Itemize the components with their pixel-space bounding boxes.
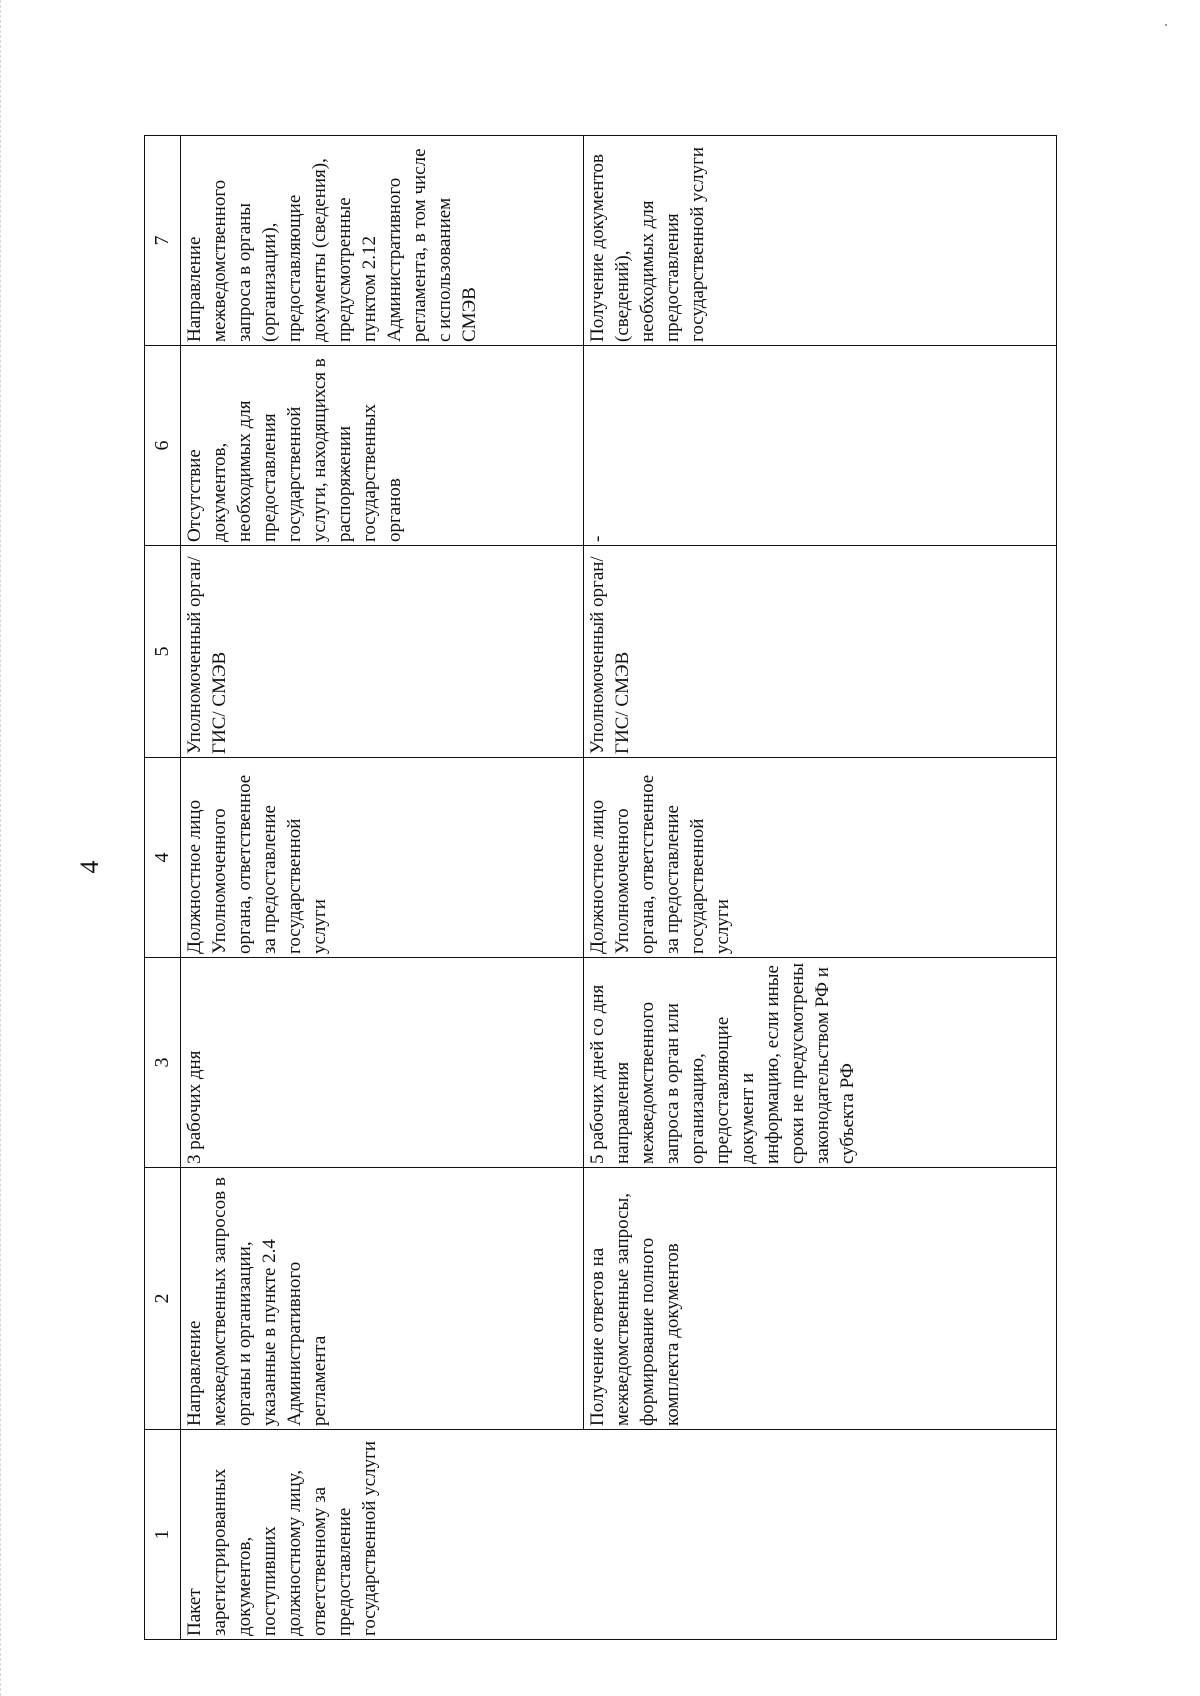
cell-basis: Пакет зарегистрированных документов, поступивших должностному лицу, ответственному за предоставление государственной услуги <box>181 1430 1057 1640</box>
cell-term: 3 рабочих дня <box>181 958 584 1168</box>
cell-responsible: Должностное лицо Уполномоченного органа, ответственное за предоставление государственной услуги <box>181 758 584 958</box>
header-row <box>145 136 181 1640</box>
header-cell: 5 <box>145 546 181 758</box>
cell-action: Направление межведомственных запросов в органы и организации, указанные в пункте 2.4 Административного регламента <box>181 1168 584 1430</box>
cell-result: Получение документов (сведений), необходимых для предоставления государственной услуги <box>584 136 1057 346</box>
scan-speck <box>1165 24 1167 26</box>
header-cell: 3 <box>145 958 181 1168</box>
procedure-table <box>144 135 1057 1640</box>
table-row <box>584 136 1057 1640</box>
header-cell: 4 <box>145 758 181 958</box>
scan-edge <box>0 0 3 1696</box>
cell-place: Уполномоченный орган/ГИС/ СМЭВ <box>584 546 1057 758</box>
header-cell: 1 <box>145 1430 181 1640</box>
cell-result: Направление межведомственного запроса в органы (организации), предоставляющие документы (сведения), предусмотренные пунктом 2.12 Административного регламента, в том числе с использованием СМЭВ <box>181 136 584 346</box>
cell-criteria: - <box>584 346 1057 546</box>
header-cell: 7 <box>145 136 181 346</box>
header-cell: 6 <box>145 346 181 546</box>
page-number: 4 <box>75 860 104 874</box>
cell-action: Получение ответов на межведомственные запросы, формирование полного комплекта документов <box>584 1168 1057 1430</box>
cell-place: Уполномоченный орган/ГИС/ СМЭВ <box>181 546 584 758</box>
table-row <box>181 136 584 1640</box>
cell-responsible: Должностное лицо Уполномоченного органа, ответственное за предоставление государственной услуги <box>584 758 1057 958</box>
cell-criteria: Отсутствие документов, необходимых для предоставления государственной услуги, находящихся в распоряжении государственных органов <box>181 346 584 546</box>
cell-term: 5 рабочих дней со дня направления межведомственного запроса в орган или организацию, предоставляющие документ и информацию, если иные сроки не предусмотрены законодательством РФ и субъекта РФ <box>584 958 1057 1168</box>
table-rotated-container <box>144 136 1050 1640</box>
header-cell: 2 <box>145 1168 181 1430</box>
